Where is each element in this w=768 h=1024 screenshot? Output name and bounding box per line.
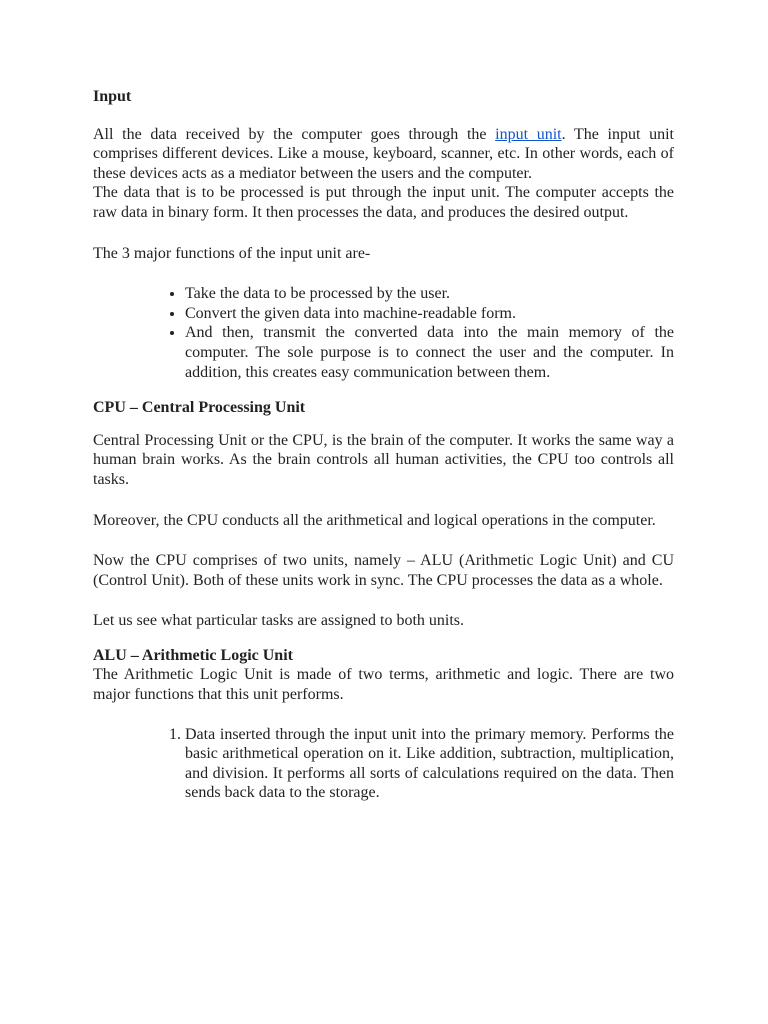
cpu-paragraph-3: Now the CPU comprises of two units, namely – ALU (Arithmetic Logic Unit) and CU (Control Unit). Both of these units work in sync. The CPU processes the data as a whole. — [93, 552, 674, 589]
cpu-paragraph-2: Moreover, the CPU conducts all the arithmetical and logical operations in the computer. — [93, 511, 656, 529]
input-paragraph-1-text-b: . The input unit comprises different devices. Like a mouse, keyboard, scanner, etc. In other words, each of these devices acts as a mediator between the users and the computer. — [93, 125, 674, 182]
input-paragraph-2: The data that is to be processed is put through the input unit. The computer accepts the raw data in binary form. It then processes the data, and produces the desired output. — [93, 184, 674, 221]
alu-functions-list — [93, 725, 674, 803]
list-item: 1. Data inserted through the input unit into the primary memory. Performs the basic arithmetical operation on it. Like addition, subtraction, multiplication, and division. It performs all sorts of calculations required on the data. Then sends back data to the storage. — [185, 725, 674, 803]
list-item: • Take the data to be processed by the user. — [185, 284, 674, 304]
input-paragraph-3: The 3 major functions of the input unit are- — [93, 244, 371, 262]
input-paragraph-1-text-a: All the data received by the computer goes through the — [93, 125, 496, 143]
list-item: • Convert the given data into machine-readable form. — [185, 304, 674, 324]
section-heading-cpu: CPU – Central Processing Unit — [93, 399, 306, 417]
input-functions-list — [93, 284, 674, 382]
cpu-paragraph-4: Let us see what particular tasks are assigned to both units. — [93, 612, 465, 630]
list-item: • And then, transmit the converted data into the main memory of the computer. The sole purpose is to connect the user and the computer. In addition, this creates easy communication between them. — [185, 323, 674, 382]
cpu-paragraph-1: Central Processing Unit or the CPU, is the brain of the computer. It works the same way a human brain works. As the brain controls all human activities, the CPU too controls all tasks. — [93, 431, 674, 488]
section-heading-input: Input — [93, 88, 132, 105]
section-heading-alu: ALU – Arithmetic Logic Unit — [93, 646, 293, 664]
input-paragraph-1 — [93, 125, 674, 184]
document-page — [93, 87, 674, 803]
input-unit-link[interactable]: input unit — [495, 125, 562, 143]
alu-paragraph-1: The Arithmetic Logic Unit is made of two terms, arithmetic and logic. There are two major functions that this unit performs. — [93, 666, 674, 704]
